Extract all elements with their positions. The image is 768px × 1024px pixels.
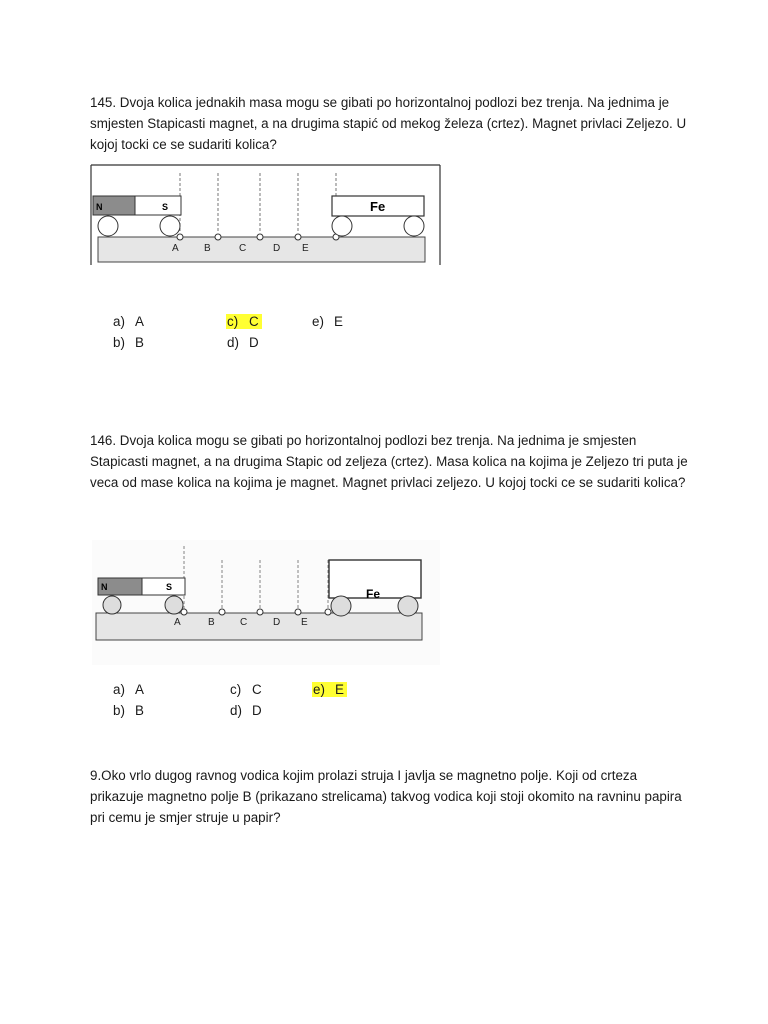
fe-label: Fe [366,587,381,601]
point-e [325,609,331,615]
magnet-cart [93,196,181,236]
point-label-d: D [273,243,281,254]
point-label-d: D [273,617,281,628]
option-146-e[interactable] [313,679,347,700]
point-a [177,234,183,240]
figure-146-magnet-carts [92,540,440,665]
option-145-c[interactable] [227,311,262,332]
question-146 [90,430,690,493]
point-b [219,609,225,615]
point-label-a: A [172,243,179,254]
option-146-c[interactable]: c) C [230,682,262,697]
answer-highlight: e) E [312,682,347,697]
option-145-a[interactable]: a) A [113,314,144,329]
option-145-e[interactable]: e) E [312,314,343,329]
figure-145-magnet-carts [90,163,442,267]
magnet-n-label: N [101,582,108,592]
fe-label: Fe [370,199,386,214]
point-d [295,234,301,240]
point-label-e: E [301,617,308,628]
option-146-a[interactable]: a) A [113,682,144,697]
point-c [257,234,263,240]
iron-cart [332,196,424,236]
point-label-a: A [174,617,181,628]
option-146-b[interactable]: b) B [113,703,144,718]
magnet-n-label: N [96,202,103,212]
question-145-text: 145. Dvoja kolica jednakih masa mogu se gibati po horizontalnoj podlozi bez trenja. Na jednima je smjesten Stapicasti magnet, a na drugima stapić od mekog železa (crtez). Magnet privlaci Zeljezo. U kojoj tocki ce se sudariti kolica? [90,95,687,152]
magnet-s-label: S [166,582,173,592]
point-label-b: B [204,243,211,254]
question-146-text: 146. Dvoja kolica mogu se gibati po horizontalnoj podlozi bez trenja. Na jednima je smjesten Stapicasti magnet, a na drugima Stapic od zeljeza (crtez). Masa kolica na kojima je Zeljezo tri puta je veca od mase kolica na kojima je magnet. Magnet privlaci zeljezo. U kojoj tocki ce se sudariti kolica? [90,433,688,490]
magnet-s-label: S [162,202,169,212]
option-145-d[interactable]: d) D [227,335,259,350]
option-145-b[interactable]: b) B [113,335,144,350]
point-c [257,609,263,615]
question-9-text: 9.Oko vrlo dugog ravnog vodica kojim prolazi struja I javlja se magnetno polje. Koji od crteza prikazuje magnetno polje B (prikazano strelicama) takvog vodica koji stoji okomito na ravninu papira pri cemu je smjer struje u papir? [90,768,682,825]
point-label-e: E [302,243,309,254]
point-label-c: C [240,617,248,628]
point-b [215,234,221,240]
question-145 [90,92,690,155]
point-label-c: C [239,243,247,254]
point-d [295,609,301,615]
answer-highlight: c) C [226,314,262,329]
question-9 [90,765,690,828]
option-146-d[interactable]: d) D [230,703,262,718]
point-label-b: B [208,617,215,628]
